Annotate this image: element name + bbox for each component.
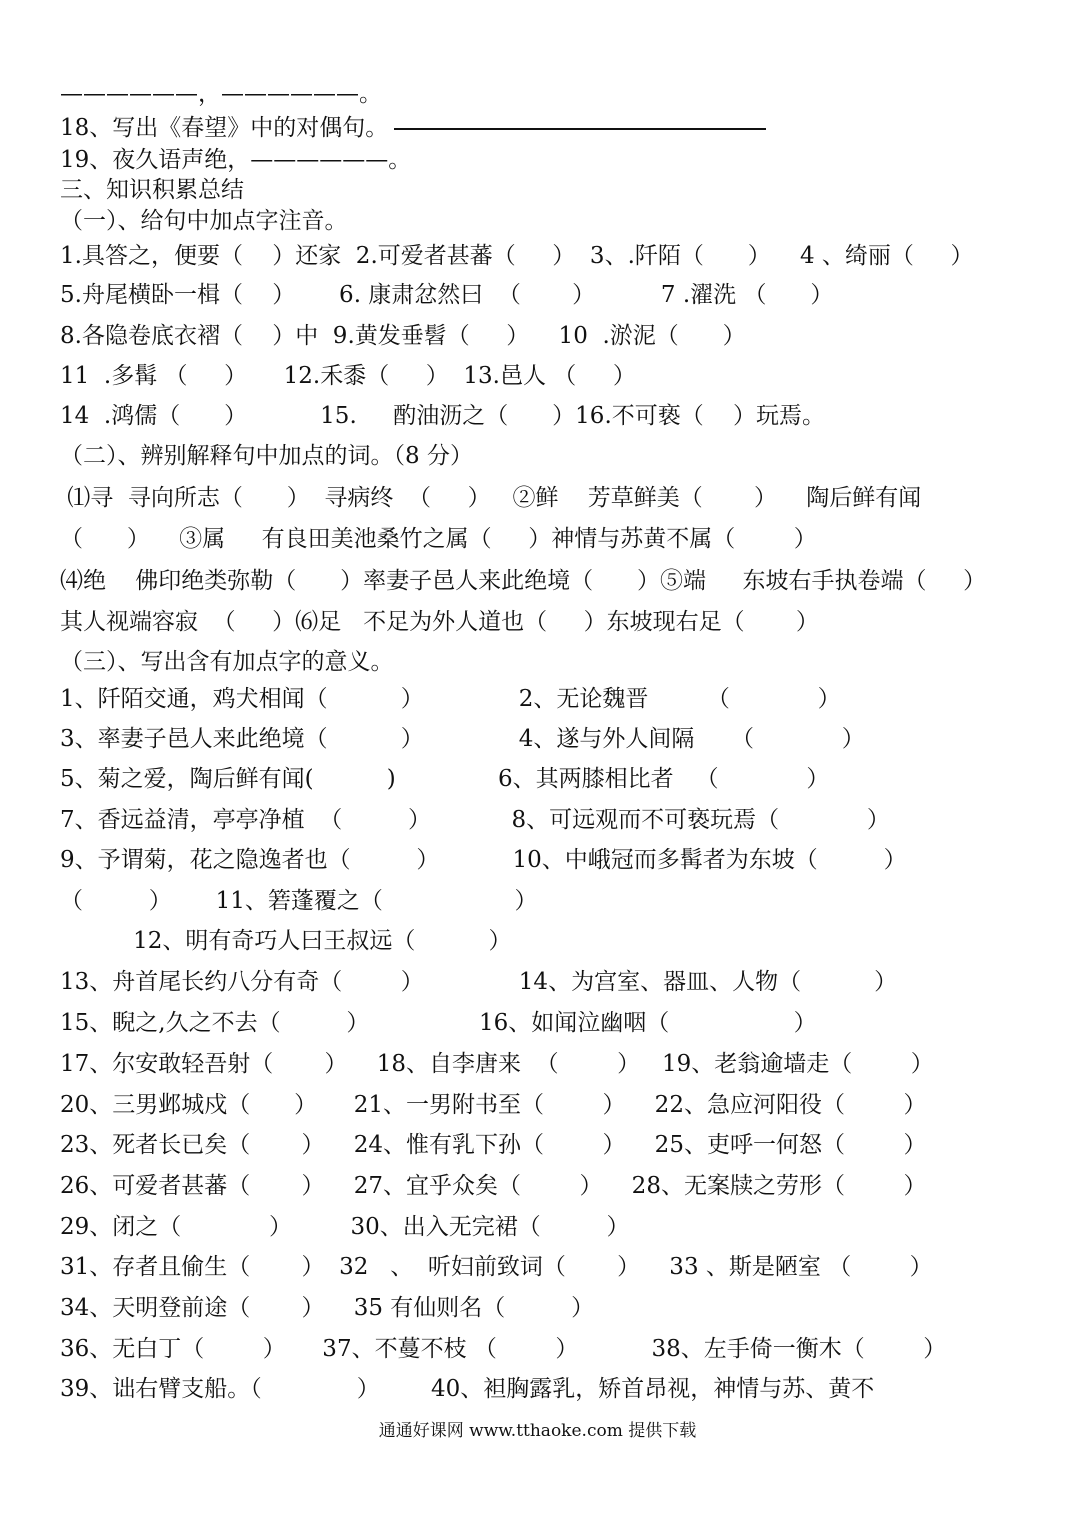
subsection-heading: （二）、辨别解释句中加点的词。（8 分）	[60, 443, 473, 469]
page-footer: 通通好课网 www.tthaoke.com 提供下载	[378, 1421, 697, 1441]
text-line: 31、存者且偷生（ ） 32 、 听妇前致词（ ） 33 、斯是陋室 （ ）	[60, 1254, 933, 1280]
text-line: ⑴寻 寻向所志（ ） 寻病终 （ ） ②鲜 芳草鲜美（ ） 陶后鲜有闻	[60, 485, 922, 511]
text-line: ⑷绝 佛印绝类弥勒（ ）率妻子邑人来此绝境（ ）⑤端 东坡右手执卷端（ ）	[60, 568, 987, 594]
text-line: 20、三男邺城戍（ ） 21、一男附书至（ ） 22、急应河阳役（ ）	[60, 1092, 927, 1118]
answer-underline[interactable]	[394, 128, 766, 130]
text-line: 23、死者长已矣（ ） 24、惟有乳下孙（ ） 25、吏呼一何怒（ ）	[60, 1132, 927, 1158]
text-line: 8.各隐卷底衣褶（ ）中 9.黄发垂髫（ ） 10 .淤泥（ ）	[60, 323, 746, 349]
text-line: 7、香远益清，亭亭净植 （ ） 8、可远观而不可亵玩焉（ ）	[60, 807, 890, 833]
text-line: 5.舟尾横卧一楫（ ） 6. 康肃忿然曰 （ ） 7 .濯洗 （ ）	[60, 282, 834, 308]
section-heading: 三、知识积累总结	[60, 177, 244, 203]
text-line: 12、明有奇巧人曰王叔远（ ）	[60, 928, 512, 954]
text-line: 13、舟首尾长约八分有奇（ ） 14、为宫室、器皿、人物（ ）	[60, 969, 898, 995]
text-line: 15、睨之,久之不去（ ） 16、如闻泣幽咽（ ）	[60, 1010, 817, 1036]
text-line: 14 .鸿儒（ ） 15. 酌油沥之（ ）16.不可亵（ ）玩焉。	[60, 403, 825, 429]
text-line: 29、闭之（ ） 30、出入无完裙（ ）	[60, 1214, 630, 1240]
text-line: 3、率妻子邑人来此绝境（ ） 4、遂与外人间隔 （ ）	[60, 726, 865, 752]
text-line: 34、天明登前途（ ） 35 有仙则名（ ）	[60, 1295, 595, 1321]
text-line: 5、菊之爱，陶后鲜有闻( ) 6、其两膝相比者 （ ）	[60, 766, 830, 792]
text-line: 18、写出《春望》中的对偶句。	[60, 109, 1020, 147]
text-line: （ ） 11、箬蓬覆之（ ）	[60, 888, 538, 914]
text-line: 其人视端容寂 （ ）⑹足 不足为外人道也（ ）东坡现右足（ ）	[60, 609, 819, 635]
text-line: 36、无白丁（ ） 37、不蔓不枝 （ ） 38、左手倚一衡木（ ）	[60, 1336, 947, 1362]
text-line: 26、可爱者甚蕃（ ） 27、宜乎众矣（ ） 28、无案牍之劳形（ ）	[60, 1173, 927, 1199]
subsection-heading: （三）、写出含有加点字的意义。	[60, 649, 394, 675]
text-line: 19、夜久语声绝，——————。	[60, 147, 412, 173]
text-line: 11 .多髯 （ ） 12.禾黍（ ） 13.邑人 （ ）	[60, 363, 636, 389]
text-line: 39、诎右臂支船。（ ） 40、袒胸露乳，矫首昂视，神情与苏、黄不	[60, 1376, 875, 1402]
text-line: （ ） ③属 有良田美池桑竹之属（ ）神情与苏黄不属（ ）	[60, 526, 817, 552]
text-line: ——————，——————。	[60, 81, 382, 107]
text-line: 9、予谓菊，花之隐逸者也（ ） 10、中峨冠而多髯者为东坡（ ）	[60, 847, 907, 873]
text-line: 1、阡陌交通，鸡犬相闻（ ） 2、无论魏晋 （ ）	[60, 686, 841, 712]
text-line: 17、尔安敢轻吾射（ ） 18、自李唐来 （ ） 19、老翁逾墙走（ ）	[60, 1051, 934, 1077]
text-line: 1.具答之，便要（ ）还家 2.可爱者甚蕃（ ） 3、.阡陌（ ） 4 、绮丽（ ）	[60, 243, 974, 269]
subsection-heading: （一）、给句中加点字注音。	[60, 208, 348, 234]
